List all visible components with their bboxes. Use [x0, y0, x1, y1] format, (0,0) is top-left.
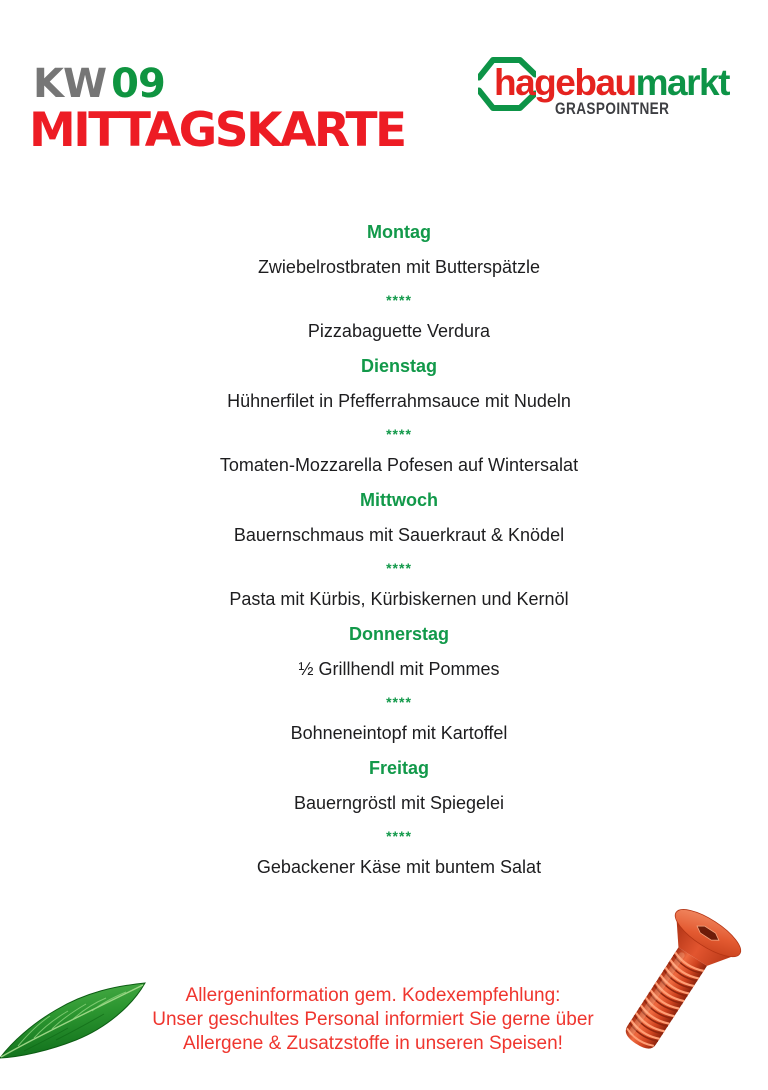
- menu-item: Bauernschmaus mit Sauerkraut & Knödel: [233, 525, 565, 545]
- brand-wordmark-hagebau: hagebau: [494, 62, 636, 103]
- day-heading: Montag: [367, 222, 431, 242]
- stars-separator: ****: [386, 426, 412, 442]
- week-prefix: KW: [33, 61, 107, 107]
- menu-item: Bauerngröstl mit Spiegelei: [293, 793, 505, 813]
- menu-item: ½ Grillhendl mit Pommes: [298, 659, 500, 679]
- stars-separator: ****: [386, 560, 412, 576]
- brand-logo: [478, 54, 753, 132]
- stars-separator: ****: [386, 828, 412, 844]
- menu-item: Tomaten-Mozzarella Pofesen auf Wintersalat: [219, 455, 579, 475]
- menu-item: Pizzabaguette Verdura: [307, 321, 491, 341]
- week-number: 09: [111, 61, 165, 107]
- day-heading: Dienstag: [360, 356, 438, 376]
- week-line: [33, 61, 165, 107]
- stars-separator: ****: [386, 694, 412, 710]
- brand-wordmark: [494, 64, 729, 101]
- day-heading: Mittwoch: [360, 490, 438, 510]
- weekly-menu: [30, 216, 768, 886]
- day-heading: Donnerstag: [348, 624, 449, 644]
- day-heading: Freitag: [368, 758, 429, 778]
- allergen-note: [0, 984, 746, 1056]
- brand-subtitle: GRASPOINTNER: [555, 99, 670, 118]
- page-title: MITTAGSKARTE: [29, 103, 405, 158]
- menu-item: Bohneneintopf mit Kartoffel: [290, 723, 508, 743]
- brand-wordmark-markt: markt: [635, 62, 729, 103]
- allergen-line: Allergeninformation gem. Kodexempfehlung:: [185, 985, 561, 1006]
- stars-separator: ****: [386, 292, 412, 308]
- menu-item: Gebackener Käse mit buntem Salat: [256, 857, 542, 877]
- allergen-line: Allergene & Zusatzstoffe in unseren Speisen!: [183, 1033, 563, 1054]
- menu-item: Hühnerfilet in Pfefferrahmsauce mit Nudeln: [227, 391, 571, 411]
- allergen-line: Unser geschultes Personal informiert Sie gerne über: [152, 1009, 594, 1030]
- menu-item: Zwiebelrostbraten mit Butterspätzle: [257, 257, 541, 277]
- menu-item: Pasta mit Kürbis, Kürbiskernen und Kernöl: [229, 589, 569, 609]
